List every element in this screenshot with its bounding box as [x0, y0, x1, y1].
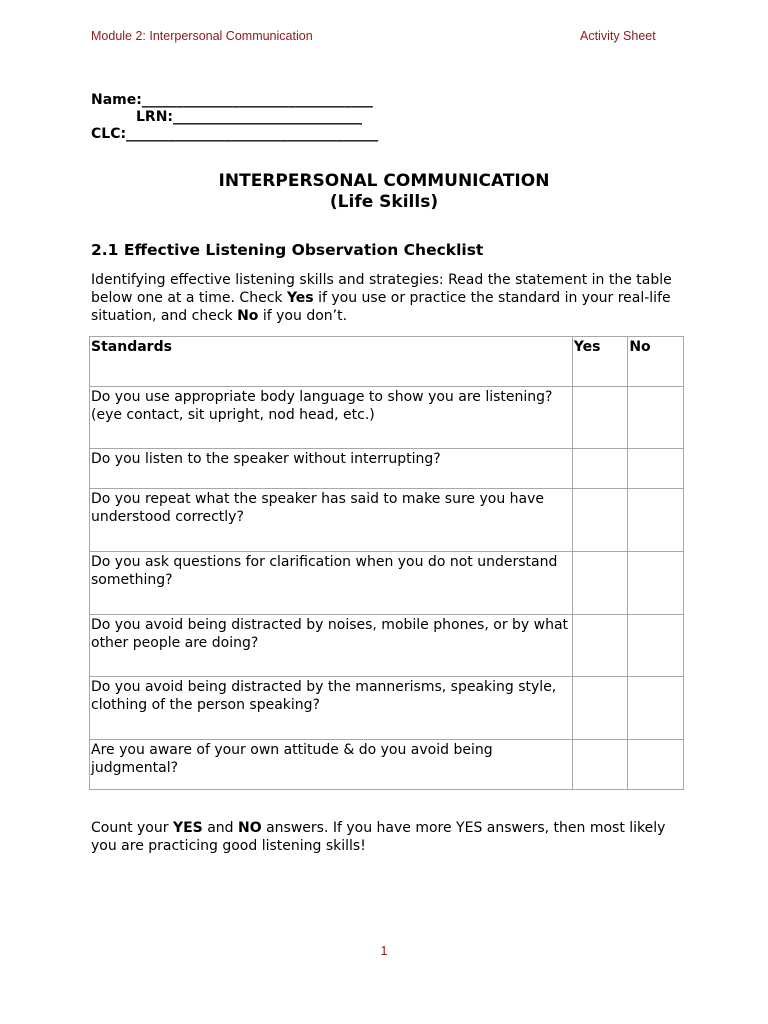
standard-cell: Do you avoid being distracted by noises, mobile phones, or by what other people are doing? — [90, 615, 573, 677]
summary-text: Count your — [91, 820, 173, 836]
column-header-yes: Yes — [572, 337, 628, 387]
page-number: 1 — [380, 944, 388, 958]
yes-checkbox-cell[interactable] — [572, 677, 628, 740]
table-row — [90, 449, 684, 489]
table-row — [90, 615, 684, 677]
header-module-title: Module 2: Interpersonal Communication — [91, 29, 313, 43]
standard-cell: Do you repeat what the speaker has said to make sure you have understood correctly? — [90, 489, 573, 552]
instructions-text: if you use or practice the standard in your real-life situation, and check — [91, 290, 671, 324]
instructions-text: if you don’t. — [258, 308, 348, 324]
no-checkbox-cell[interactable] — [628, 677, 684, 740]
section-heading: 2.1 Effective Listening Observation Checklist — [91, 241, 484, 259]
name-field[interactable]: Name:_________________________________ — [91, 92, 373, 108]
no-keyword: NO — [238, 820, 262, 836]
instructions-text: Identifying effective listening skills and strategies: Read the statement in the table below one at a time. Check — [91, 272, 672, 306]
no-checkbox-cell[interactable] — [628, 552, 684, 615]
standard-cell: Do you listen to the speaker without interrupting? — [90, 449, 573, 489]
no-checkbox-cell[interactable] — [628, 489, 684, 552]
table-row — [90, 387, 684, 449]
standard-cell: Do you use appropriate body language to show you are listening? (eye contact, sit upright, nod head, etc.) — [90, 387, 573, 449]
lrn-field[interactable]: LRN:___________________________ — [136, 109, 363, 125]
no-keyword: No — [237, 308, 259, 324]
summary-text: answers. If you have more YES answers, then most likely you are practicing good listening skills! — [91, 820, 666, 854]
column-header-standards: Standards — [90, 337, 573, 387]
yes-checkbox-cell[interactable] — [572, 489, 628, 552]
no-checkbox-cell[interactable] — [628, 615, 684, 677]
checklist-table — [89, 336, 684, 790]
table-header-row — [90, 337, 684, 387]
no-checkbox-cell[interactable] — [628, 387, 684, 449]
table-row — [90, 552, 684, 615]
document-subtitle: (Life Skills) — [329, 192, 439, 212]
yes-checkbox-cell[interactable] — [572, 387, 628, 449]
yes-keyword: Yes — [286, 290, 314, 306]
yes-checkbox-cell[interactable] — [572, 615, 628, 677]
clc-field[interactable]: CLC:____________________________________ — [91, 126, 379, 142]
no-checkbox-cell[interactable] — [628, 449, 684, 489]
table-row — [90, 489, 684, 552]
standard-cell: Do you avoid being distracted by the mannerisms, speaking style, clothing of the person speaking? — [90, 677, 573, 740]
table-row — [90, 677, 684, 740]
document-title: INTERPERSONAL COMMUNICATION — [218, 171, 550, 191]
yes-keyword: YES — [172, 820, 203, 836]
summary-text: and — [202, 820, 239, 836]
column-header-no: No — [628, 337, 684, 387]
summary-paragraph — [91, 819, 691, 855]
standard-cell: Do you ask questions for clarification when you do not understand something? — [90, 552, 573, 615]
yes-checkbox-cell[interactable] — [572, 449, 628, 489]
instructions-paragraph — [91, 271, 691, 325]
yes-checkbox-cell[interactable] — [572, 552, 628, 615]
no-checkbox-cell[interactable] — [628, 740, 684, 790]
header-sheet-type: Activity Sheet — [580, 29, 656, 43]
yes-checkbox-cell[interactable] — [572, 740, 628, 790]
standard-cell: Are you aware of your own attitude & do you avoid being judgmental? — [90, 740, 573, 790]
table-row — [90, 740, 684, 790]
